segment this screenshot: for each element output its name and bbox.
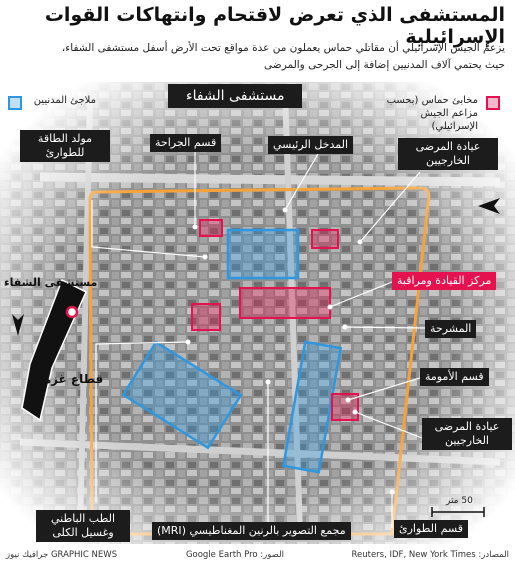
legend-hamas-swatch xyxy=(486,96,500,110)
label-outpatient-bottom: عيادة المرضى الخارجيين xyxy=(422,418,512,450)
label-power: مولد الطاقة للطوارئ xyxy=(20,130,110,162)
legend-civilians-swatch xyxy=(8,96,22,110)
label-command: مركز القيادة ومراقبة xyxy=(392,272,496,290)
scale-label: 50 متر xyxy=(446,496,473,506)
legend-civilians: ملاجئ المدنيين xyxy=(33,95,96,106)
footer xyxy=(6,548,509,564)
label-surgery: قسم الجراحة xyxy=(150,134,221,152)
legend-hamas: مخابئ حماس (بحسب مزاعم الجيش الإسرائيلي) xyxy=(386,95,478,132)
footer-photo: الصور: Google Earth Pro xyxy=(185,550,284,560)
label-outpatient-top: عيادة المرضى الخارجيين xyxy=(398,138,498,170)
label-maternity: قسم الأمومة xyxy=(420,368,489,386)
map-title: مستشفى الشفاء xyxy=(168,84,302,108)
label-emergency: قسم الطوارئ xyxy=(394,520,468,538)
subtitle-line-1: يزعم الجيش الإسرائيلي أن مقاتلي حماس يعملون من عدة مواقع تحت الأرض أسفل مستشفى الشفاء، xyxy=(61,42,505,54)
inset-hospital-label: مستشفى الشفاء xyxy=(4,276,98,289)
footer-sources: المصادر: Reuters, IDF, New York Times xyxy=(351,550,509,560)
hospital-marker-icon xyxy=(67,307,77,317)
footer-credit: GRAPHIC NEWS جرافيك نيوز xyxy=(6,550,118,560)
satellite-map xyxy=(0,82,515,544)
page-title: المستشفى الذي تعرض لاقتحام وانتهاكات القوات الإسرائيلية xyxy=(44,4,505,48)
label-internal-medicine: الطب الباطني وغسيل الكلى xyxy=(36,510,130,542)
label-morgue: المشرحة xyxy=(425,320,476,338)
label-mri: مجمع التصوير بالرنين المغناطيسي (MRI) xyxy=(152,522,351,540)
label-main-entrance: المدخل الرئيسي xyxy=(268,136,353,154)
subtitle-line-2: حيث يحتمي آلاف المدنيين إضافة إلى الجرحى والمرضى xyxy=(264,59,505,71)
inset-gaza-label: قطاع غزة xyxy=(44,372,104,386)
subtitle xyxy=(10,40,505,74)
